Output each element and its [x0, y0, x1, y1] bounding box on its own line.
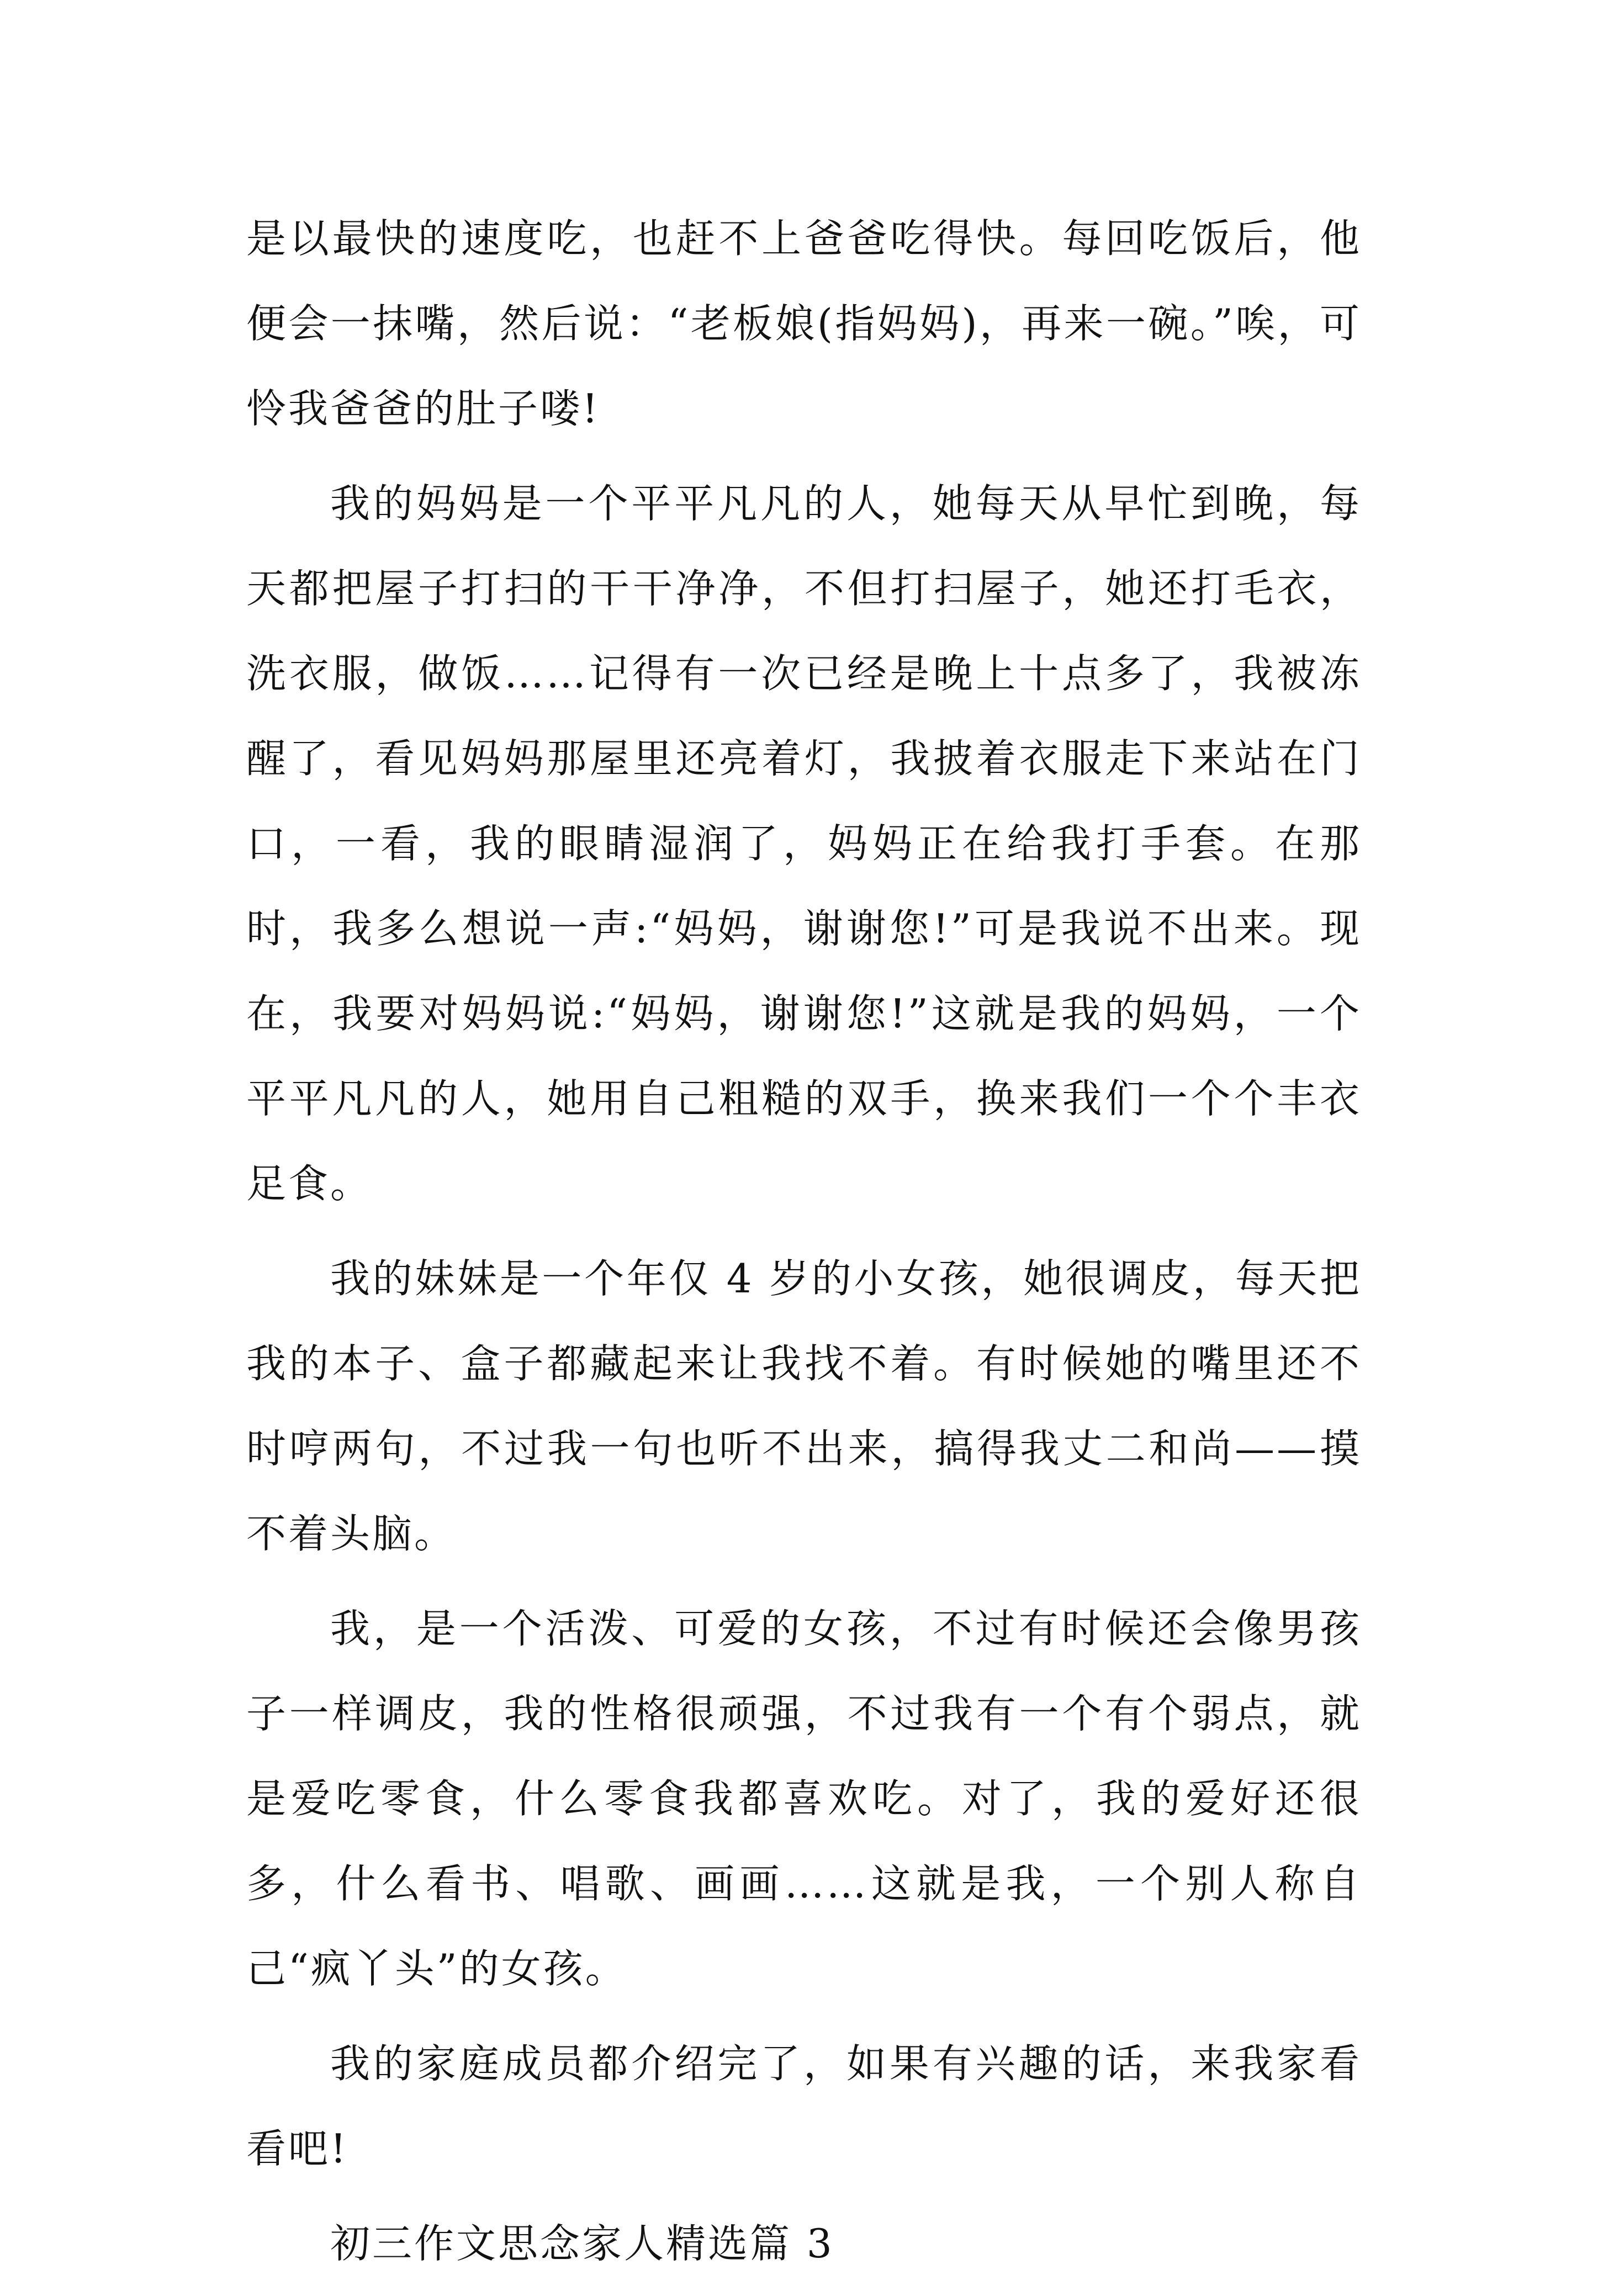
section-heading: 初三作文思念家人精选篇 3	[330, 2220, 834, 2267]
paragraph-closing: 我的家庭成员都介绍完了，如果有兴趣的话，来我家看看吧!	[246, 2040, 1362, 2172]
paragraph-continued: 是以最快的速度吃，也赶不上爸爸吃得快。每回吃饭后，他便会一抹嘴，然后说：“老板娘(指妈妈)，再来一碗。”唉，可怜我爸爸的肚子喽!	[246, 215, 1362, 432]
paragraph-sister: 我的妹妹是一个年仅 4 岁的小女孩，她很调皮，每天把我的本子、盒子都藏起来让我找不着。有时候她的嘴里还不时哼两句，不过我一句也听不出来，搞得我丈二和尚——摸不着头脑。	[246, 1255, 1362, 1557]
paragraph-self: 我，是一个活泼、可爱的女孩，不过有时候还会像男孩子一样调皮，我的性格很顽强，不过我有一个有个弱点，就是爱吃零食，什么零食我都喜欢吃。对了，我的爱好还很多，什么看书、唱歌、画画……这就是我，一个别人称自己“疯丫头”的女孩。	[246, 1605, 1362, 1992]
paragraph-mother: 我的妈妈是一个平平凡凡的人，她每天从早忙到晚，每天都把屋子打扫的干干净净，不但打扫屋子，她还打毛衣，洗衣服，做饭……记得有一次已经是晚上十点多了，我被冻醒了，看见妈妈那屋里还亮着灯，我披着衣服走下来站在门口，一看，我的眼睛湿润了，妈妈正在给我打手套。在那时，我多么想说一声:“妈妈，谢谢您!”可是我说不出来。现在，我要对妈妈说:“妈妈，谢谢您!”这就是我的妈妈，一个平平凡凡的人，她用自己粗糙的双手，换来我们一个个丰衣足食。	[246, 480, 1362, 1207]
document-body	[246, 196, 1362, 2296]
